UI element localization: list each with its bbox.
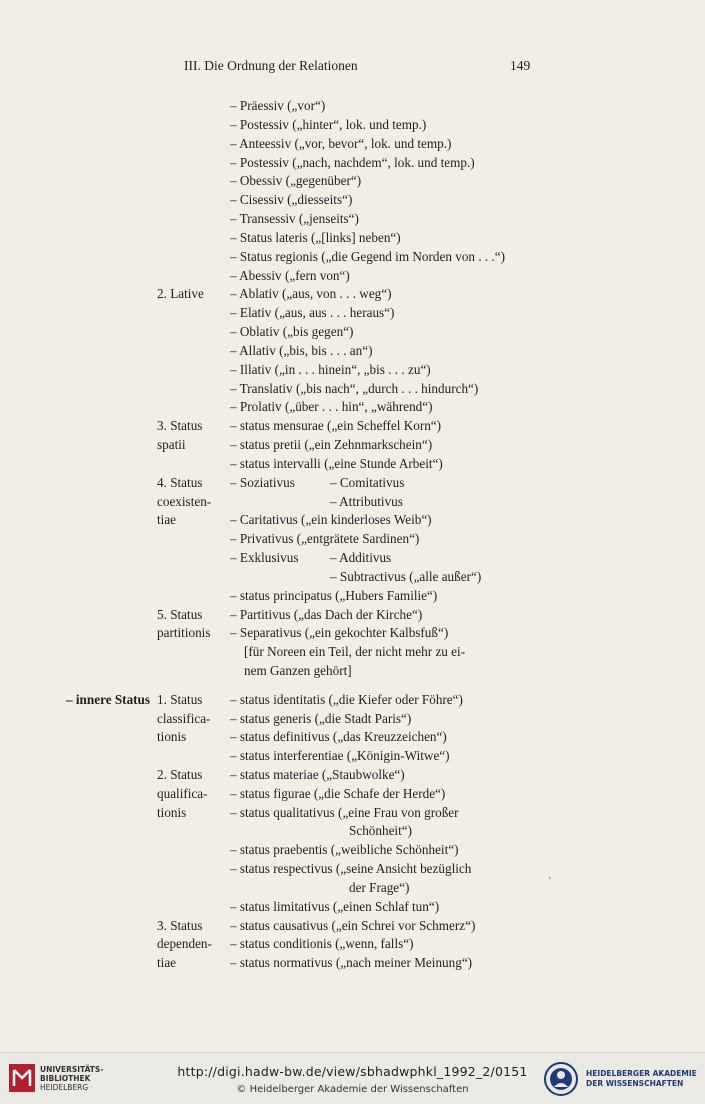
text-line: dependen- bbox=[157, 936, 212, 951]
text-line: – Illativ („in . . . hinein“, „bis . . . zu“) bbox=[230, 362, 431, 377]
text-line: partitionis bbox=[157, 625, 211, 640]
page-number: 149 bbox=[510, 58, 531, 73]
text-line: nem Ganzen gehört] bbox=[244, 663, 352, 678]
copyright-notice: © Heidelberger Akademie der Wissenschaften bbox=[236, 1084, 469, 1095]
text-line: – Exklusivus bbox=[230, 550, 299, 565]
text-line: – status praebentis („weibliche Schönheit“) bbox=[230, 842, 459, 857]
text-line: 5. Status bbox=[157, 607, 203, 622]
text-line: 4. Status bbox=[157, 475, 203, 490]
text-line: – status limitativus („einen Schlaf tun“) bbox=[230, 899, 440, 914]
text-line: tiae bbox=[157, 955, 177, 970]
text-line: tionis bbox=[157, 805, 187, 820]
text-line: – status definitivus („das Kreuzzeichen“) bbox=[230, 729, 447, 744]
text-line: – Comitativus bbox=[330, 475, 405, 490]
text-line: – Separativus („ein gekochter Kalbsfuß“) bbox=[230, 625, 449, 640]
text-line: – status normativus („nach meiner Meinung“) bbox=[230, 955, 473, 970]
text-line: spatii bbox=[157, 437, 186, 452]
text-line: 3. Status bbox=[157, 418, 203, 433]
text-line: – status pretii („ein Zehnmarkschein“) bbox=[230, 437, 433, 452]
text-line: – Obessiv („gegenüber“) bbox=[230, 173, 362, 188]
text-line: – status generis („die Stadt Paris“) bbox=[230, 711, 412, 726]
text-line: – Prolativ („über . . . hin“, „während“) bbox=[230, 399, 433, 414]
text-line: – Subtractivus („alle außer“) bbox=[330, 569, 482, 584]
text-line: coexisten- bbox=[157, 494, 212, 509]
margin-mark: ʻ bbox=[548, 873, 552, 887]
text-line: 3. Status bbox=[157, 918, 203, 933]
text-line: – status qualitativus („eine Frau von großer bbox=[230, 805, 459, 820]
text-line: tionis bbox=[157, 729, 187, 744]
text-line: – status causativus („ein Schrei vor Schmerz“) bbox=[230, 918, 476, 933]
text-line: – Status lateris („[links] neben“) bbox=[230, 230, 401, 245]
text-line: classifica- bbox=[157, 711, 211, 726]
text-line: – Status regionis („die Gegend im Norden von . . .“) bbox=[230, 249, 506, 264]
text-line: – innere Status bbox=[66, 692, 151, 707]
text-line: – Anteessiv („vor, bevor“, lok. und temp.) bbox=[230, 136, 452, 151]
text-line: – Transessiv („jenseits“) bbox=[230, 211, 359, 226]
text-line: – Cisessiv („diesseits“) bbox=[230, 192, 353, 207]
text-line: – status figurae („die Schafe der Herde“) bbox=[230, 786, 446, 801]
text-line: – Allativ („bis, bis . . . an“) bbox=[230, 343, 373, 358]
text-line: – Attributivus bbox=[330, 494, 403, 509]
text-line: tiae bbox=[157, 512, 177, 527]
text-line: 1. Status bbox=[157, 692, 203, 707]
text-line: – Additivus bbox=[330, 550, 392, 565]
university-library-city: HEIDELBERG bbox=[40, 1083, 89, 1092]
text-line: – Abessiv („fern von“) bbox=[230, 268, 350, 283]
text-line: – Oblativ („bis gegen“) bbox=[230, 324, 354, 339]
text-line: – Präessiv („vor“) bbox=[230, 98, 326, 113]
academy-seal-icon bbox=[543, 1061, 579, 1097]
text-line: – status respectivus („seine Ansicht bezüglich bbox=[230, 861, 472, 876]
text-line: – status mensurae („ein Scheffel Korn“) bbox=[230, 418, 442, 433]
academy-name-line1: HEIDELBERGER AKADEMIE bbox=[586, 1069, 697, 1078]
academy-name-line2: DER WISSENSCHAFTEN bbox=[586, 1079, 684, 1088]
text-line: – status interferentiae („Königin-Witwe“) bbox=[230, 748, 450, 763]
text-line: [für Noreen ein Teil, der nicht mehr zu ei- bbox=[244, 644, 466, 659]
academy-name bbox=[586, 1069, 697, 1089]
text-line: – Caritativus („ein kinderloses Weib“) bbox=[230, 512, 432, 527]
university-library-title: UNIVERSITÄTS- BIBLIOTHEK bbox=[40, 1065, 104, 1083]
text-line: – status materiae („Staubwolke“) bbox=[230, 767, 405, 782]
text-line: – Partitivus („das Dach der Kirche“) bbox=[230, 607, 423, 622]
digital-library-footer bbox=[0, 1052, 705, 1104]
text-line: – Translativ („bis nach“, „durch . . . hindurch“) bbox=[230, 381, 479, 396]
text-line: – Privativus („entgrätete Sardinen“) bbox=[230, 531, 420, 546]
text-line: 2. Status bbox=[157, 767, 203, 782]
text-line: – Soziativus bbox=[230, 475, 295, 490]
text-line: – status intervalli („eine Stunde Arbeit“) bbox=[230, 456, 443, 471]
text-line: – Postessiv („hinter“, lok. und temp.) bbox=[230, 117, 427, 132]
text-line: 2. Lative bbox=[157, 286, 204, 301]
text-line: der Frage“) bbox=[349, 880, 410, 895]
text-line: qualifica- bbox=[157, 786, 208, 801]
text-line: – Ablativ („aus, von . . . weg“) bbox=[230, 286, 392, 301]
text-line: – status conditionis („wenn, falls“) bbox=[230, 936, 414, 951]
text-line: Schönheit“) bbox=[349, 823, 412, 838]
permalink-url[interactable]: http://digi.hadw-bw.de/view/sbhadwphkl_1992_2/0151 bbox=[177, 1064, 528, 1079]
text-line: – status principatus („Hubers Familie“) bbox=[230, 588, 438, 603]
text-line: – Postessiv („nach, nachdem“, lok. und temp.) bbox=[230, 155, 475, 170]
running-header-title: III. Die Ordnung der Relationen bbox=[184, 58, 358, 73]
text-line: – status identitatis („die Kiefer oder Föhre“) bbox=[230, 692, 463, 707]
text-line: – Elativ („aus, aus . . . heraus“) bbox=[230, 305, 395, 320]
